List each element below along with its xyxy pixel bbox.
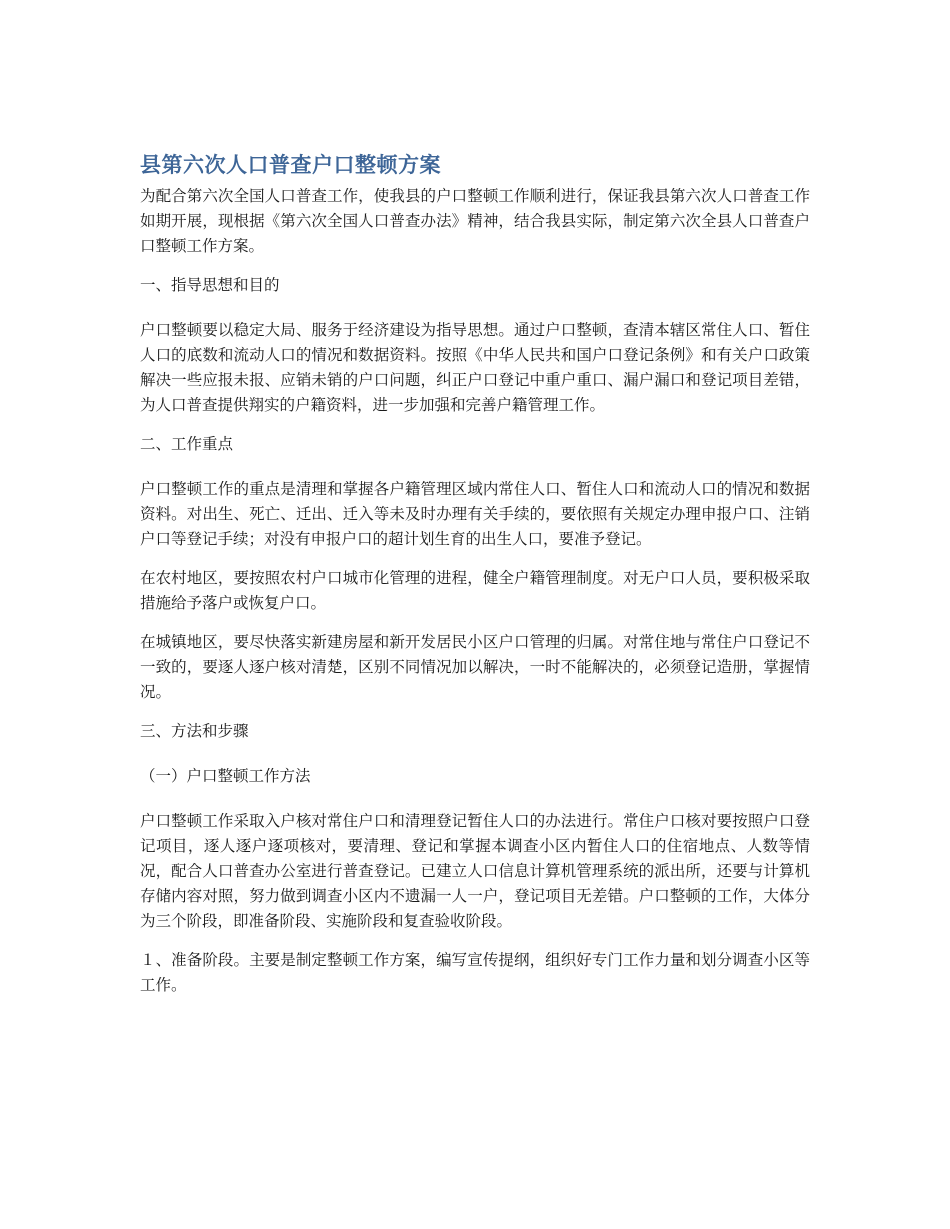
document-body	[140, 150, 810, 1012]
method-paragraph: 户口整顿工作采取入户核对常住户口和清理登记暂住人口的办法进行。常住户口核对要按照户口登记项目，逐人逐户逐项核对，要清理、登记和掌握本调查小区内暂住人口的住宿地点、人数等情况，配合人口普查办公室进行普查登记。已建立人口信息计算机管理系统的派出所，还要与计算机存储内容对照，努力做到调查小区内不遗漏一人一户，登记项目无差错。户口整顿的工作，大体分为三个阶段，即准备阶段、实施阶段和复查验收阶段。	[140, 812, 810, 930]
guiding-principle-paragraph: 户口整顿要以稳定大局、服务于经济建设为指导思想。通过户口整顿，查清本辖区常住人口、暂住人口的底数和流动人口的情况和数据资料。按照《中华人民共和国户口登记条例》和有关户口政策解决一些应报未报、应销未销的户口问题，纠正户口登记中重户重口、漏户漏口和登记项目差错，为人口普查提供翔实的户籍资料，进一步加强和完善户籍管理工作。	[140, 321, 810, 414]
section-heading-1: 一、指导思想和目的	[140, 276, 280, 294]
section-heading-2: 二、工作重点	[140, 435, 234, 453]
document-title: 县第六次人口普查户口整顿方案	[140, 153, 441, 177]
preparation-stage-paragraph: １、准备阶段。主要是制定整顿工作方案，编写宣传提纲，组织好专门工作力量和划分调查小区等工作。	[140, 951, 810, 994]
rural-area-paragraph: 在农村地区，要按照农村户口城市化管理的进程，健全户籍管理制度。对无户口人员，要积极采取措施给予落户或恢复户口。	[140, 569, 810, 612]
section-heading-3: 三、方法和步骤	[140, 722, 249, 740]
work-focus-paragraph: 户口整顿工作的重点是清理和掌握各户籍管理区域内常住人口、暂住人口和流动人口的情况和数据资料。对出生、死亡、迁出、迁入等未及时办理有关手续的，要依照有关规定办理申报户口、注销户口等登记手续；对没有申报户口的超计划生育的出生人口，要准予登记。	[140, 480, 810, 548]
urban-area-paragraph: 在城镇地区，要尽快落实新建房屋和新开发居民小区户口管理的归属。对常住地与常住户口登记不一致的，要逐人逐户核对清楚，区别不同情况加以解决，一时不能解决的，必须登记造册，掌握情况。	[140, 633, 810, 701]
subsection-heading-1: （一）户口整顿工作方法	[140, 767, 311, 785]
intro-paragraph: 为配合第六次全国人口普查工作，使我县的户口整顿工作顺利进行，保证我县第六次人口普查工作如期开展，现根据《第六次全国人口普查办法》精神，结合我县实际，制定第六次全县人口普查户口整顿工作方案。	[140, 187, 810, 255]
